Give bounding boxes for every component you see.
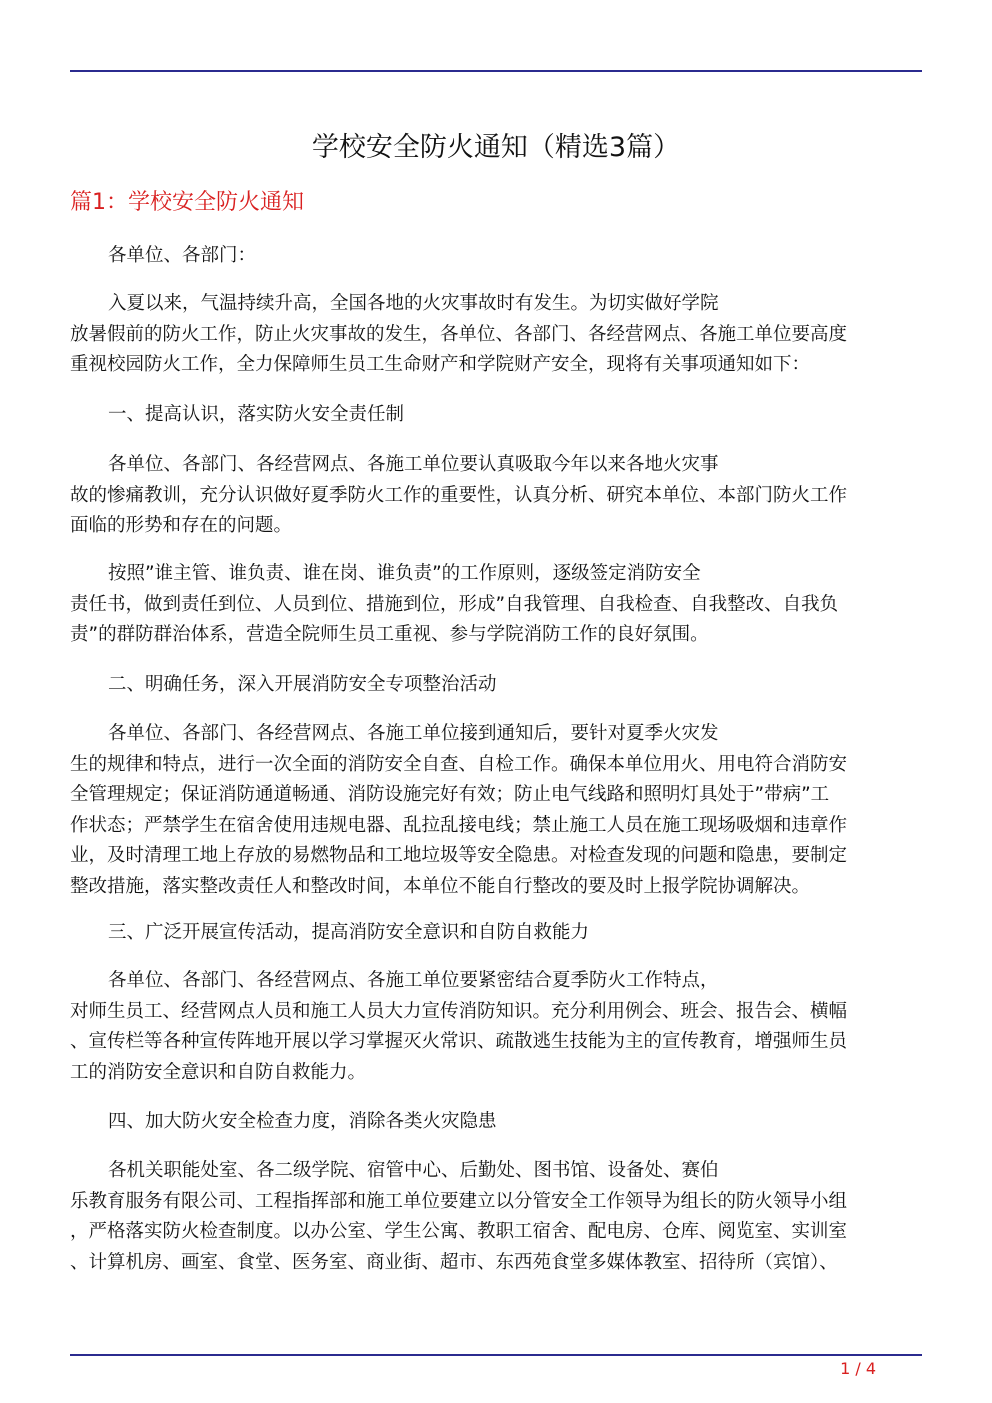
paragraph-line: 、宣传栏等各种宣传阵地开展以学习掌握灭火常识、疏散逃生技能为主的宣传教育，增强师生员 xyxy=(70,1031,848,1052)
paragraph-responsibility xyxy=(70,450,922,542)
paragraph-line: 整改措施，落实整改责任人和整改时间，本单位不能自行整改的要及时上报学院协调解决。 xyxy=(70,875,811,897)
paragraph-line: 对师生员工、经营网点人员和施工人员大力宣传消防知识。充分利用例会、班会、报告会、横幅 xyxy=(70,1000,848,1022)
paragraph-line: 三、广泛开展宣传活动，提高消防安全意识和自防自救能力 xyxy=(108,922,590,943)
footer-rule xyxy=(70,1354,922,1356)
subheading-three xyxy=(70,918,922,949)
document-title: 学校安全防火通知（精选3篇） xyxy=(311,132,681,163)
page-number: 1 / 4 xyxy=(840,1359,876,1378)
paragraph-checks xyxy=(70,1156,922,1278)
paragraph-line: 生的规律和特点，进行一次全面的消防安全自查、自检工作。确保本单位用火、用电符合消防安 xyxy=(70,753,848,775)
paragraph-salutation xyxy=(70,241,922,272)
section-heading: 篇1：学校安全防火通知 xyxy=(70,190,304,215)
paragraph-line: 乐教育服务有限公司、工程指挥部和施工单位要建立以分管安全工作领导为组长的防火领导小组 xyxy=(70,1190,848,1212)
subheading-two xyxy=(70,670,922,701)
paragraph-line: 全管理规定；保证消防通道畅通、消防设施完好有效；防止电气线路和照明灯具处于”带病”工 xyxy=(70,784,830,805)
paragraph-line: 各机关职能处室、各二级学院、宿管中心、后勤处、图书馆、设备处、赛伯 xyxy=(108,1160,719,1181)
paragraph-line: 重视校园防火工作，全力保障师生员工生命财产和学院财产安全，现将有关事项通知如下： xyxy=(70,354,811,375)
paragraph-inspection xyxy=(70,719,922,902)
paragraph-line: ，严格落实防火检查制度。以办公室、学生公寓、教职工宿舍、配电房、仓库、阅览室、实训室 xyxy=(70,1221,848,1242)
paragraph-line: 四、加大防火安全检查力度，消除各类火灾隐患 xyxy=(108,1111,497,1132)
paragraph-line: 各单位、各部门、各经营网点、各施工单位接到通知后，要针对夏季火灾发 xyxy=(108,723,719,744)
subheading-four xyxy=(70,1107,922,1138)
paragraph-publicity xyxy=(70,966,922,1088)
paragraph-intro xyxy=(70,289,922,381)
paragraph-line: 入夏以来，气温持续升高，全国各地的火灾事故时有发生。为切实做好学院 xyxy=(108,293,719,314)
paragraph-line: 责任书，做到责任到位、人员到位、措施到位，形成”自我管理、自我检查、自我整改、自我负 xyxy=(70,593,839,615)
paragraph-line: 责”的群防群治体系，营造全院师生员工重视、参与学院消防工作的良好氛围。 xyxy=(70,624,709,645)
subheading-one xyxy=(70,400,922,431)
paragraph-line: 各单位、各部门、各经营网点、各施工单位要紧密结合夏季防火工作特点， xyxy=(108,970,719,991)
paragraph-line: 业，及时清理工地上存放的易燃物品和工地垃圾等安全隐患。对检查发现的问题和隐患，要制定 xyxy=(70,845,848,866)
paragraph-principle xyxy=(70,559,922,651)
paragraph-line: 工的消防安全意识和自防自救能力。 xyxy=(70,1061,367,1083)
paragraph-line: 按照”谁主管、谁负责、谁在岗、谁负责”的工作原则，逐级签定消防安全 xyxy=(108,563,701,584)
paragraph-line: 各单位、各部门、各经营网点、各施工单位要认真吸取今年以来各地火灾事 xyxy=(108,454,719,475)
paragraph-line: 作状态；严禁学生在宿舍使用违规电器、乱拉乱接电线；禁止施工人员在施工现场吸烟和违章作 xyxy=(70,814,848,836)
paragraph-line: 放暑假前的防火工作，防止火灾事故的发生，各单位、各部门、各经营网点、各施工单位要高度 xyxy=(70,323,848,345)
paragraph-line: 二、明确任务，深入开展消防安全专项整治活动 xyxy=(108,674,497,695)
paragraph-line: 面临的形势和存在的问题。 xyxy=(70,515,293,536)
paragraph-line: 各单位、各部门： xyxy=(108,245,257,266)
header-rule xyxy=(70,70,922,72)
paragraph-line: 故的惨痛教训，充分认识做好夏季防火工作的重要性，认真分析、研究本单位、本部门防火工作 xyxy=(70,484,848,506)
paragraph-line: 、计算机房、画室、食堂、医务室、商业街、超市、东西苑食堂多媒体教室、招待所（宾馆）、 xyxy=(70,1251,838,1273)
paragraph-line: 一、提高认识，落实防火安全责任制 xyxy=(108,404,405,425)
